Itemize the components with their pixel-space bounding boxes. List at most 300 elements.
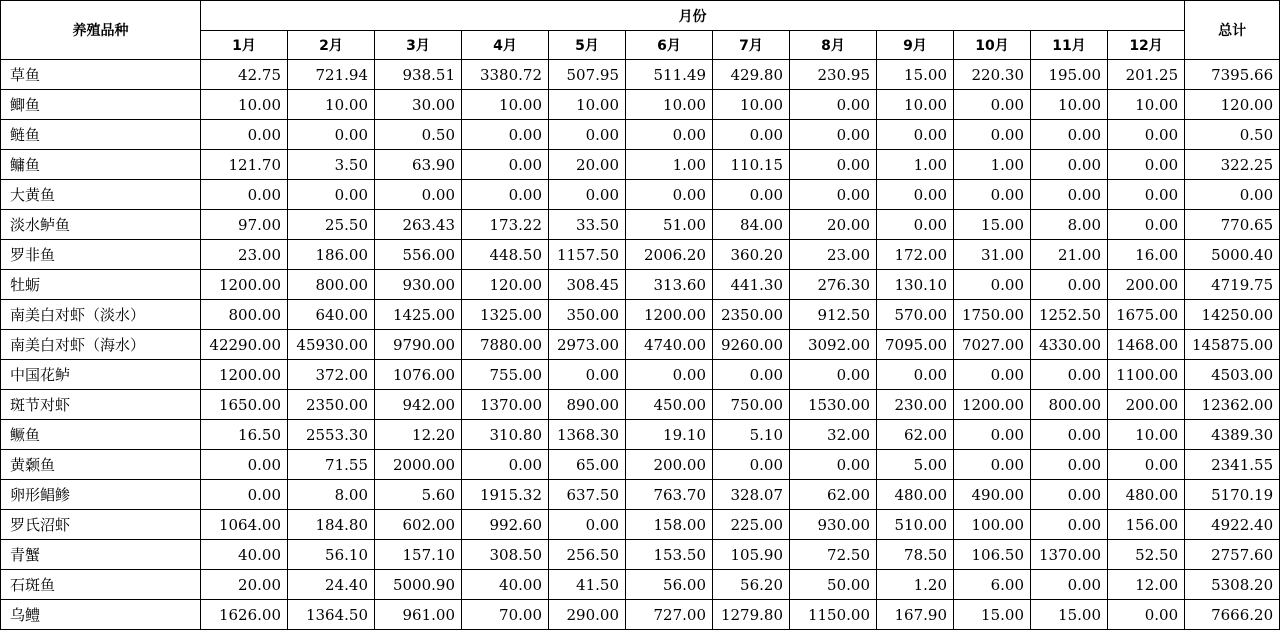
month-value-cell: 31.00 bbox=[954, 240, 1031, 270]
month-value-cell: 23.00 bbox=[201, 240, 288, 270]
month-value-cell: 800.00 bbox=[1031, 390, 1108, 420]
species-header: 养殖品种 bbox=[1, 1, 201, 60]
month-value-cell: 84.00 bbox=[713, 210, 790, 240]
total-header: 总计 bbox=[1185, 1, 1280, 60]
month-value-cell: 890.00 bbox=[549, 390, 626, 420]
month-value-cell: 0.00 bbox=[954, 120, 1031, 150]
month-value-cell: 0.00 bbox=[1031, 360, 1108, 390]
month-header: 5月 bbox=[549, 31, 626, 60]
month-value-cell: 42290.00 bbox=[201, 330, 288, 360]
month-value-cell: 1200.00 bbox=[201, 270, 288, 300]
month-value-cell: 0.00 bbox=[1108, 600, 1185, 630]
month-value-cell: 450.00 bbox=[626, 390, 713, 420]
month-value-cell: 930.00 bbox=[375, 270, 462, 300]
table-row bbox=[1, 360, 1280, 390]
month-value-cell: 308.45 bbox=[549, 270, 626, 300]
total-value-cell: 120.00 bbox=[1185, 90, 1280, 120]
month-value-cell: 1.20 bbox=[877, 570, 954, 600]
month-value-cell: 0.00 bbox=[288, 120, 375, 150]
month-value-cell: 62.00 bbox=[877, 420, 954, 450]
month-value-cell: 19.10 bbox=[626, 420, 713, 450]
month-value-cell: 5000.90 bbox=[375, 570, 462, 600]
month-value-cell: 6.00 bbox=[954, 570, 1031, 600]
month-value-cell: 0.00 bbox=[549, 180, 626, 210]
month-value-cell: 1157.50 bbox=[549, 240, 626, 270]
total-value-cell: 7395.66 bbox=[1185, 60, 1280, 90]
total-value-cell: 4389.30 bbox=[1185, 420, 1280, 450]
month-value-cell: 0.00 bbox=[201, 120, 288, 150]
table-row bbox=[1, 540, 1280, 570]
month-value-cell: 0.00 bbox=[790, 450, 877, 480]
species-name-cell: 乌鳢 bbox=[1, 600, 201, 630]
month-value-cell: 0.00 bbox=[713, 450, 790, 480]
table-row bbox=[1, 180, 1280, 210]
table-row bbox=[1, 60, 1280, 90]
month-value-cell: 0.00 bbox=[462, 150, 549, 180]
month-value-cell: 200.00 bbox=[626, 450, 713, 480]
month-value-cell: 110.15 bbox=[713, 150, 790, 180]
month-value-cell: 0.00 bbox=[877, 120, 954, 150]
month-value-cell: 40.00 bbox=[201, 540, 288, 570]
month-value-cell: 195.00 bbox=[1031, 60, 1108, 90]
month-value-cell: 350.00 bbox=[549, 300, 626, 330]
month-value-cell: 1364.50 bbox=[288, 600, 375, 630]
month-value-cell: 310.80 bbox=[462, 420, 549, 450]
table-row bbox=[1, 150, 1280, 180]
species-name-cell: 罗氏沼虾 bbox=[1, 510, 201, 540]
month-value-cell: 0.00 bbox=[549, 120, 626, 150]
month-value-cell: 56.00 bbox=[626, 570, 713, 600]
month-value-cell: 172.00 bbox=[877, 240, 954, 270]
table-row bbox=[1, 210, 1280, 240]
month-value-cell: 1650.00 bbox=[201, 390, 288, 420]
total-value-cell: 0.00 bbox=[1185, 180, 1280, 210]
month-value-cell: 510.00 bbox=[877, 510, 954, 540]
table-row bbox=[1, 570, 1280, 600]
month-value-cell: 938.51 bbox=[375, 60, 462, 90]
month-value-cell: 200.00 bbox=[1108, 270, 1185, 300]
month-value-cell: 1100.00 bbox=[1108, 360, 1185, 390]
month-value-cell: 0.00 bbox=[626, 120, 713, 150]
month-value-cell: 0.00 bbox=[201, 450, 288, 480]
month-value-cell: 130.10 bbox=[877, 270, 954, 300]
table-row bbox=[1, 300, 1280, 330]
table-row bbox=[1, 450, 1280, 480]
month-value-cell: 263.43 bbox=[375, 210, 462, 240]
table-row bbox=[1, 120, 1280, 150]
month-value-cell: 20.00 bbox=[790, 210, 877, 240]
month-value-cell: 9260.00 bbox=[713, 330, 790, 360]
month-value-cell: 106.50 bbox=[954, 540, 1031, 570]
month-value-cell: 0.00 bbox=[201, 480, 288, 510]
month-value-cell: 173.22 bbox=[462, 210, 549, 240]
table-row bbox=[1, 240, 1280, 270]
month-value-cell: 10.00 bbox=[713, 90, 790, 120]
total-value-cell: 2341.55 bbox=[1185, 450, 1280, 480]
month-value-cell: 328.07 bbox=[713, 480, 790, 510]
month-value-cell: 56.20 bbox=[713, 570, 790, 600]
month-value-cell: 121.70 bbox=[201, 150, 288, 180]
month-value-cell: 0.00 bbox=[1108, 150, 1185, 180]
month-value-cell: 750.00 bbox=[713, 390, 790, 420]
month-value-cell: 10.00 bbox=[877, 90, 954, 120]
month-value-cell: 12.20 bbox=[375, 420, 462, 450]
month-value-cell: 0.00 bbox=[626, 180, 713, 210]
month-header: 7月 bbox=[713, 31, 790, 60]
month-value-cell: 992.60 bbox=[462, 510, 549, 540]
month-header: 10月 bbox=[954, 31, 1031, 60]
species-name-cell: 鲢鱼 bbox=[1, 120, 201, 150]
month-value-cell: 10.00 bbox=[1031, 90, 1108, 120]
month-value-cell: 12.00 bbox=[1108, 570, 1185, 600]
month-value-cell: 5.00 bbox=[877, 450, 954, 480]
month-value-cell: 1915.32 bbox=[462, 480, 549, 510]
month-value-cell: 120.00 bbox=[462, 270, 549, 300]
month-value-cell: 1468.00 bbox=[1108, 330, 1185, 360]
species-name-cell: 石斑鱼 bbox=[1, 570, 201, 600]
month-value-cell: 0.00 bbox=[1031, 420, 1108, 450]
species-name-cell: 草鱼 bbox=[1, 60, 201, 90]
month-value-cell: 800.00 bbox=[201, 300, 288, 330]
month-value-cell: 156.00 bbox=[1108, 510, 1185, 540]
total-value-cell: 5000.40 bbox=[1185, 240, 1280, 270]
month-value-cell: 230.95 bbox=[790, 60, 877, 90]
month-value-cell: 78.50 bbox=[877, 540, 954, 570]
month-value-cell: 763.70 bbox=[626, 480, 713, 510]
month-value-cell: 1076.00 bbox=[375, 360, 462, 390]
month-value-cell: 637.50 bbox=[549, 480, 626, 510]
table-row bbox=[1, 390, 1280, 420]
month-value-cell: 0.00 bbox=[1108, 120, 1185, 150]
month-value-cell: 1530.00 bbox=[790, 390, 877, 420]
table-row bbox=[1, 330, 1280, 360]
month-value-cell: 52.50 bbox=[1108, 540, 1185, 570]
total-value-cell: 322.25 bbox=[1185, 150, 1280, 180]
month-header: 6月 bbox=[626, 31, 713, 60]
month-value-cell: 0.00 bbox=[1031, 450, 1108, 480]
month-value-cell: 1368.30 bbox=[549, 420, 626, 450]
month-value-cell: 0.00 bbox=[1108, 180, 1185, 210]
month-value-cell: 0.00 bbox=[201, 180, 288, 210]
month-value-cell: 10.00 bbox=[626, 90, 713, 120]
month-value-cell: 10.00 bbox=[1108, 420, 1185, 450]
month-value-cell: 0.00 bbox=[288, 180, 375, 210]
month-value-cell: 1.00 bbox=[877, 150, 954, 180]
month-value-cell: 10.00 bbox=[288, 90, 375, 120]
month-value-cell: 0.00 bbox=[1108, 210, 1185, 240]
month-value-cell: 961.00 bbox=[375, 600, 462, 630]
species-name-cell: 鳜鱼 bbox=[1, 420, 201, 450]
month-value-cell: 1064.00 bbox=[201, 510, 288, 540]
month-value-cell: 1425.00 bbox=[375, 300, 462, 330]
month-value-cell: 10.00 bbox=[462, 90, 549, 120]
month-value-cell: 7027.00 bbox=[954, 330, 1031, 360]
table-row bbox=[1, 600, 1280, 630]
total-value-cell: 5308.20 bbox=[1185, 570, 1280, 600]
month-value-cell: 480.00 bbox=[1108, 480, 1185, 510]
month-value-cell: 1200.00 bbox=[626, 300, 713, 330]
month-value-cell: 276.30 bbox=[790, 270, 877, 300]
month-value-cell: 0.00 bbox=[1031, 270, 1108, 300]
month-header: 1月 bbox=[201, 31, 288, 60]
month-value-cell: 1.00 bbox=[954, 150, 1031, 180]
month-value-cell: 0.00 bbox=[790, 120, 877, 150]
month-value-cell: 63.90 bbox=[375, 150, 462, 180]
species-name-cell: 鲫鱼 bbox=[1, 90, 201, 120]
month-value-cell: 372.00 bbox=[288, 360, 375, 390]
month-value-cell: 602.00 bbox=[375, 510, 462, 540]
month-value-cell: 3092.00 bbox=[790, 330, 877, 360]
month-value-cell: 0.00 bbox=[954, 420, 1031, 450]
month-value-cell: 640.00 bbox=[288, 300, 375, 330]
month-value-cell: 42.75 bbox=[201, 60, 288, 90]
table-row bbox=[1, 480, 1280, 510]
month-value-cell: 0.00 bbox=[954, 360, 1031, 390]
month-value-cell: 507.95 bbox=[549, 60, 626, 90]
month-value-cell: 8.00 bbox=[1031, 210, 1108, 240]
month-value-cell: 0.00 bbox=[549, 510, 626, 540]
month-value-cell: 71.55 bbox=[288, 450, 375, 480]
table-row bbox=[1, 420, 1280, 450]
species-name-cell: 青蟹 bbox=[1, 540, 201, 570]
month-value-cell: 200.00 bbox=[1108, 390, 1185, 420]
month-value-cell: 15.00 bbox=[1031, 600, 1108, 630]
month-value-cell: 360.20 bbox=[713, 240, 790, 270]
month-value-cell: 3.50 bbox=[288, 150, 375, 180]
month-value-cell: 308.50 bbox=[462, 540, 549, 570]
month-value-cell: 0.00 bbox=[790, 150, 877, 180]
month-value-cell: 220.30 bbox=[954, 60, 1031, 90]
month-value-cell: 184.80 bbox=[288, 510, 375, 540]
month-value-cell: 72.50 bbox=[790, 540, 877, 570]
month-value-cell: 40.00 bbox=[462, 570, 549, 600]
month-value-cell: 0.00 bbox=[1031, 510, 1108, 540]
month-value-cell: 10.00 bbox=[1108, 90, 1185, 120]
month-value-cell: 0.00 bbox=[790, 90, 877, 120]
month-value-cell: 50.00 bbox=[790, 570, 877, 600]
month-value-cell: 105.90 bbox=[713, 540, 790, 570]
month-value-cell: 0.00 bbox=[1031, 480, 1108, 510]
month-value-cell: 158.00 bbox=[626, 510, 713, 540]
month-value-cell: 5.60 bbox=[375, 480, 462, 510]
month-value-cell: 20.00 bbox=[549, 150, 626, 180]
total-value-cell: 145875.00 bbox=[1185, 330, 1280, 360]
month-value-cell: 0.00 bbox=[1108, 450, 1185, 480]
month-value-cell: 1200.00 bbox=[201, 360, 288, 390]
month-value-cell: 0.50 bbox=[375, 120, 462, 150]
species-name-cell: 大黄鱼 bbox=[1, 180, 201, 210]
month-value-cell: 8.00 bbox=[288, 480, 375, 510]
header-row-top bbox=[1, 1, 1280, 31]
month-value-cell: 511.49 bbox=[626, 60, 713, 90]
species-name-cell: 鳙鱼 bbox=[1, 150, 201, 180]
month-value-cell: 441.30 bbox=[713, 270, 790, 300]
month-value-cell: 16.00 bbox=[1108, 240, 1185, 270]
table-body bbox=[1, 60, 1280, 630]
month-value-cell: 0.00 bbox=[954, 180, 1031, 210]
species-name-cell: 斑节对虾 bbox=[1, 390, 201, 420]
month-value-cell: 0.00 bbox=[954, 270, 1031, 300]
month-value-cell: 30.00 bbox=[375, 90, 462, 120]
total-value-cell: 4719.75 bbox=[1185, 270, 1280, 300]
month-value-cell: 0.00 bbox=[626, 360, 713, 390]
month-value-cell: 1750.00 bbox=[954, 300, 1031, 330]
month-value-cell: 429.80 bbox=[713, 60, 790, 90]
month-value-cell: 16.50 bbox=[201, 420, 288, 450]
month-value-cell: 556.00 bbox=[375, 240, 462, 270]
month-value-cell: 186.00 bbox=[288, 240, 375, 270]
total-value-cell: 4503.00 bbox=[1185, 360, 1280, 390]
month-value-cell: 2350.00 bbox=[288, 390, 375, 420]
month-value-cell: 21.00 bbox=[1031, 240, 1108, 270]
month-value-cell: 0.00 bbox=[877, 180, 954, 210]
month-value-cell: 1200.00 bbox=[954, 390, 1031, 420]
month-value-cell: 25.50 bbox=[288, 210, 375, 240]
month-value-cell: 33.50 bbox=[549, 210, 626, 240]
month-value-cell: 1626.00 bbox=[201, 600, 288, 630]
species-name-cell: 黄颡鱼 bbox=[1, 450, 201, 480]
month-value-cell: 0.00 bbox=[462, 450, 549, 480]
month-value-cell: 2006.20 bbox=[626, 240, 713, 270]
month-value-cell: 5.10 bbox=[713, 420, 790, 450]
total-value-cell: 14250.00 bbox=[1185, 300, 1280, 330]
month-value-cell: 930.00 bbox=[790, 510, 877, 540]
month-value-cell: 0.00 bbox=[375, 180, 462, 210]
total-value-cell: 12362.00 bbox=[1185, 390, 1280, 420]
month-value-cell: 1325.00 bbox=[462, 300, 549, 330]
month-header: 4月 bbox=[462, 31, 549, 60]
table-row bbox=[1, 270, 1280, 300]
month-value-cell: 0.00 bbox=[713, 180, 790, 210]
species-name-cell: 南美白对虾（淡水） bbox=[1, 300, 201, 330]
month-value-cell: 225.00 bbox=[713, 510, 790, 540]
month-value-cell: 1.00 bbox=[626, 150, 713, 180]
month-value-cell: 62.00 bbox=[790, 480, 877, 510]
month-header: 8月 bbox=[790, 31, 877, 60]
month-value-cell: 290.00 bbox=[549, 600, 626, 630]
month-value-cell: 10.00 bbox=[201, 90, 288, 120]
month-value-cell: 2000.00 bbox=[375, 450, 462, 480]
month-value-cell: 7095.00 bbox=[877, 330, 954, 360]
month-value-cell: 1370.00 bbox=[462, 390, 549, 420]
month-value-cell: 0.00 bbox=[713, 360, 790, 390]
month-value-cell: 0.00 bbox=[1031, 180, 1108, 210]
species-name-cell: 牡蛎 bbox=[1, 270, 201, 300]
month-value-cell: 1675.00 bbox=[1108, 300, 1185, 330]
month-value-cell: 1370.00 bbox=[1031, 540, 1108, 570]
month-value-cell: 70.00 bbox=[462, 600, 549, 630]
month-value-cell: 20.00 bbox=[201, 570, 288, 600]
month-value-cell: 0.00 bbox=[549, 360, 626, 390]
month-value-cell: 153.50 bbox=[626, 540, 713, 570]
month-value-cell: 721.94 bbox=[288, 60, 375, 90]
month-header: 12月 bbox=[1108, 31, 1185, 60]
month-value-cell: 201.25 bbox=[1108, 60, 1185, 90]
month-value-cell: 1279.80 bbox=[713, 600, 790, 630]
month-value-cell: 0.00 bbox=[462, 120, 549, 150]
month-header: 3月 bbox=[375, 31, 462, 60]
month-value-cell: 256.50 bbox=[549, 540, 626, 570]
month-value-cell: 56.10 bbox=[288, 540, 375, 570]
table-header bbox=[1, 1, 1280, 60]
month-header: 9月 bbox=[877, 31, 954, 60]
month-value-cell: 313.60 bbox=[626, 270, 713, 300]
month-value-cell: 755.00 bbox=[462, 360, 549, 390]
month-value-cell: 448.50 bbox=[462, 240, 549, 270]
month-header: 11月 bbox=[1031, 31, 1108, 60]
month-value-cell: 1150.00 bbox=[790, 600, 877, 630]
month-value-cell: 23.00 bbox=[790, 240, 877, 270]
table-row bbox=[1, 510, 1280, 540]
month-value-cell: 942.00 bbox=[375, 390, 462, 420]
month-value-cell: 3380.72 bbox=[462, 60, 549, 90]
month-value-cell: 97.00 bbox=[201, 210, 288, 240]
month-value-cell: 4740.00 bbox=[626, 330, 713, 360]
month-value-cell: 15.00 bbox=[954, 600, 1031, 630]
species-name-cell: 淡水鲈鱼 bbox=[1, 210, 201, 240]
month-group-header: 月份 bbox=[201, 1, 1185, 31]
species-name-cell: 南美白对虾（海水） bbox=[1, 330, 201, 360]
month-value-cell: 41.50 bbox=[549, 570, 626, 600]
month-value-cell: 0.00 bbox=[462, 180, 549, 210]
month-value-cell: 10.00 bbox=[549, 90, 626, 120]
month-value-cell: 51.00 bbox=[626, 210, 713, 240]
month-value-cell: 2973.00 bbox=[549, 330, 626, 360]
month-value-cell: 727.00 bbox=[626, 600, 713, 630]
month-value-cell: 0.00 bbox=[877, 210, 954, 240]
month-value-cell: 0.00 bbox=[790, 180, 877, 210]
month-value-cell: 0.00 bbox=[877, 360, 954, 390]
species-name-cell: 罗非鱼 bbox=[1, 240, 201, 270]
month-value-cell: 0.00 bbox=[954, 450, 1031, 480]
month-value-cell: 100.00 bbox=[954, 510, 1031, 540]
month-value-cell: 0.00 bbox=[1031, 570, 1108, 600]
month-value-cell: 0.00 bbox=[713, 120, 790, 150]
month-value-cell: 45930.00 bbox=[288, 330, 375, 360]
month-value-cell: 9790.00 bbox=[375, 330, 462, 360]
total-value-cell: 0.50 bbox=[1185, 120, 1280, 150]
month-value-cell: 167.90 bbox=[877, 600, 954, 630]
month-value-cell: 4330.00 bbox=[1031, 330, 1108, 360]
month-value-cell: 157.10 bbox=[375, 540, 462, 570]
total-value-cell: 2757.60 bbox=[1185, 540, 1280, 570]
species-name-cell: 卵形鲳鲹 bbox=[1, 480, 201, 510]
month-value-cell: 32.00 bbox=[790, 420, 877, 450]
table-row bbox=[1, 90, 1280, 120]
total-value-cell: 7666.20 bbox=[1185, 600, 1280, 630]
month-value-cell: 2350.00 bbox=[713, 300, 790, 330]
month-value-cell: 800.00 bbox=[288, 270, 375, 300]
month-value-cell: 1252.50 bbox=[1031, 300, 1108, 330]
month-value-cell: 0.00 bbox=[1031, 150, 1108, 180]
total-value-cell: 770.65 bbox=[1185, 210, 1280, 240]
month-value-cell: 0.00 bbox=[790, 360, 877, 390]
month-value-cell: 0.00 bbox=[954, 90, 1031, 120]
month-value-cell: 570.00 bbox=[877, 300, 954, 330]
month-value-cell: 24.40 bbox=[288, 570, 375, 600]
month-value-cell: 480.00 bbox=[877, 480, 954, 510]
month-header: 2月 bbox=[288, 31, 375, 60]
month-value-cell: 65.00 bbox=[549, 450, 626, 480]
month-value-cell: 15.00 bbox=[877, 60, 954, 90]
species-name-cell: 中国花鲈 bbox=[1, 360, 201, 390]
month-value-cell: 7880.00 bbox=[462, 330, 549, 360]
month-value-cell: 230.00 bbox=[877, 390, 954, 420]
month-value-cell: 15.00 bbox=[954, 210, 1031, 240]
month-value-cell: 490.00 bbox=[954, 480, 1031, 510]
total-value-cell: 5170.19 bbox=[1185, 480, 1280, 510]
month-value-cell: 0.00 bbox=[1031, 120, 1108, 150]
